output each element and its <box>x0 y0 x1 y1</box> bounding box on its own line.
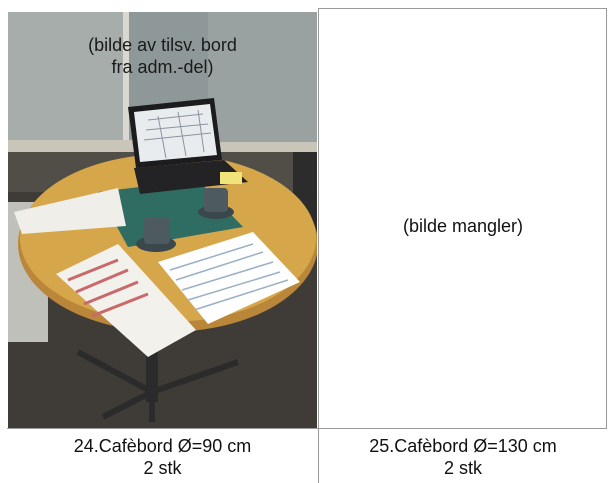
item-quantity: 2 stk <box>143 458 182 478</box>
item-title: 25.Cafèbord Ø=130 cm <box>369 436 557 456</box>
laptop-screen <box>134 104 217 162</box>
document-table <box>7 8 607 483</box>
missing-image-cell <box>319 12 607 428</box>
photo-caption <box>8 34 317 78</box>
item-title: 24.Cafèbord Ø=90 cm <box>73 436 252 456</box>
sticky-note <box>220 172 242 184</box>
cup-right <box>204 188 228 212</box>
item-label-24 <box>7 430 318 483</box>
item-quantity: 2 stk <box>443 458 482 478</box>
missing-image-text: (bilde mangler) <box>402 215 524 236</box>
row-divider <box>7 428 607 429</box>
cup-left <box>144 218 170 244</box>
table-top-border <box>318 8 607 9</box>
photo-caption-line2: fra adm.-del) <box>111 57 214 77</box>
cafe-table-photo <box>8 12 317 428</box>
photo-caption-line1: (bilde av tilsv. bord <box>88 35 237 55</box>
item-label-25 <box>319 430 607 483</box>
